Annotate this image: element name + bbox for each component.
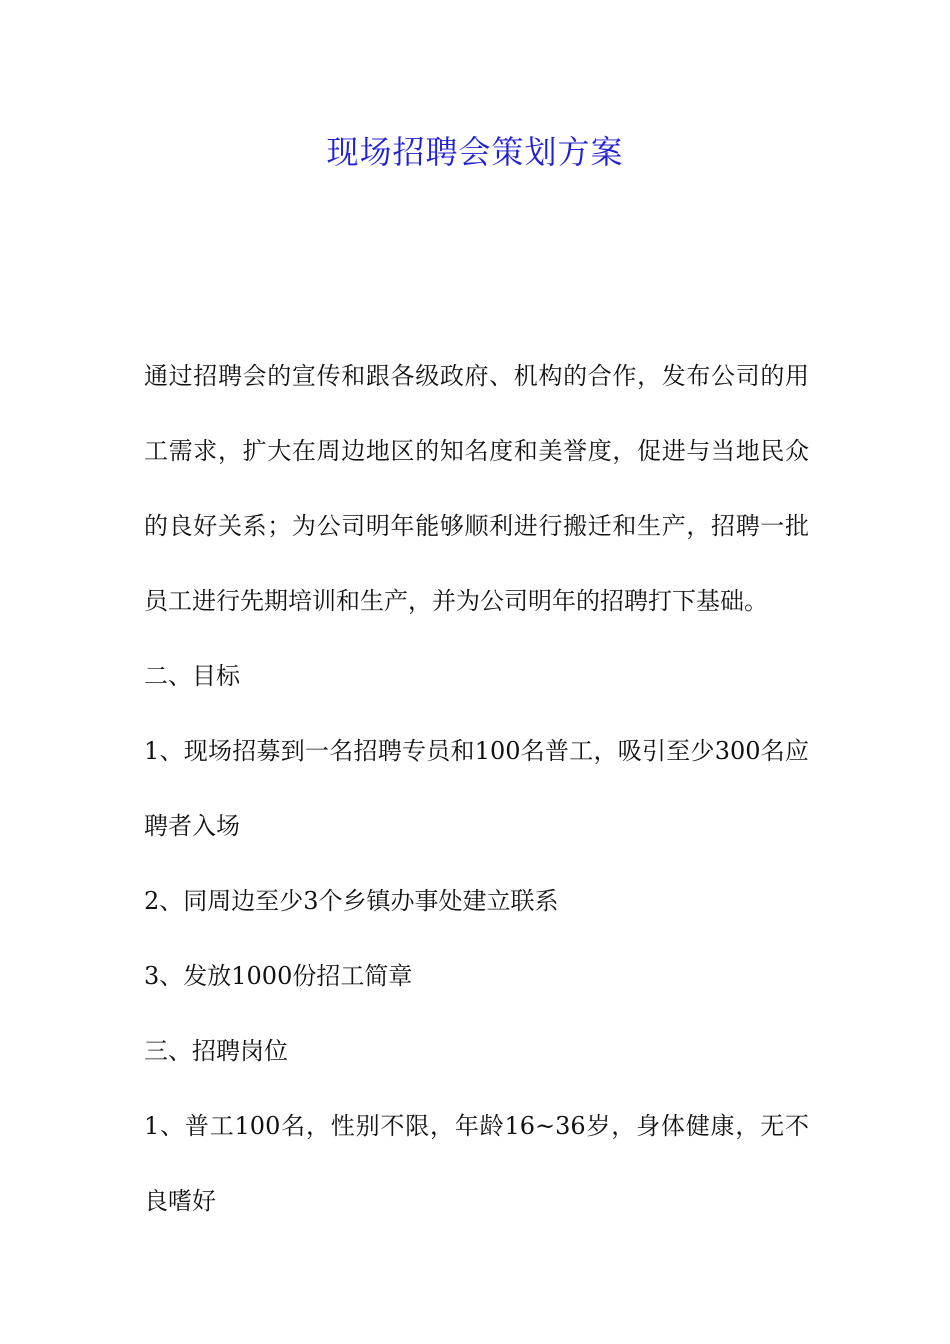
goal-item-2: 2、同周边至少3个乡镇办事处建立联系 [144, 887, 559, 915]
section-heading-positions: 三、招聘岗位 [144, 1037, 288, 1065]
intro-paragraph: 通过招聘会的宣传和跟各级政府、机构的合作，发布公司的用工需求，扩大在周边地区的知名度和美誉度，促进与当地民众的良好关系；为公司明年能够顺利进行搬迁和生产，招聘一批员工进行先期培训和生产，并为公司明年的招聘打下基础。 [144, 362, 809, 615]
position-item-1: 1、普工100名，性别不限，年龄16~36岁，身体健康，无不良嗜好 [144, 1112, 809, 1215]
document-body [144, 339, 809, 1239]
document-title: 现场招聘会策划方案 [326, 133, 624, 171]
section-heading-goals: 二、目标 [144, 662, 240, 690]
goal-item-3: 3、发放1000份招工简章 [144, 962, 413, 990]
goal-item-1: 1、现场招募到一名招聘专员和100名普工，吸引至少300名应聘者入场 [144, 737, 809, 840]
